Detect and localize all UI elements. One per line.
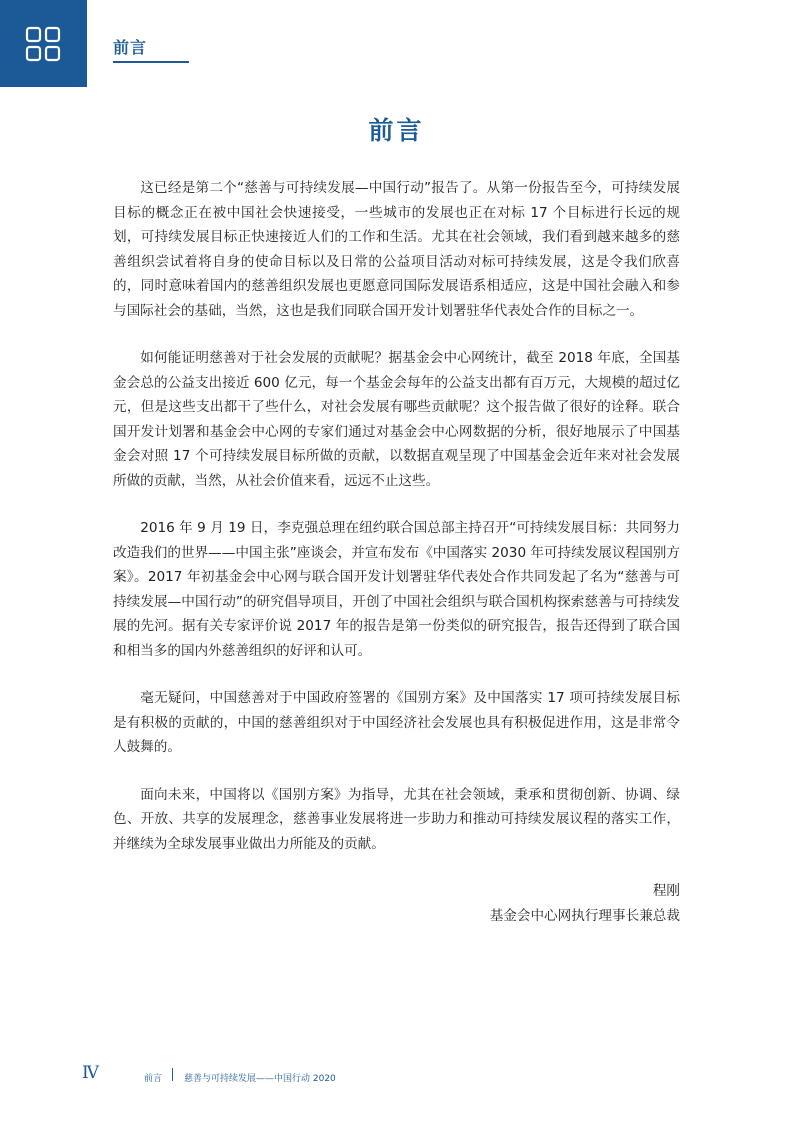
grid-icon: [25, 26, 61, 62]
paragraph-2: 如何能证明慈善对于社会发展的贡献呢？据基金会中心网统计，截至 2018 年底，全国基金会总的公益支出接近 600 亿元，每一个基金会每年的公益支出都有百万元，大规模的超过亿元，但是这些支出都干了些什么，对社会发展有哪些贡献呢？这个报告做了很好的诠释。联合国开发计划署和基金会中心网的专家们通过对基金会中心网数据的分析，很好地展示了中国基金会对照 17 个可持续发展目标所做的贡献，以数据直观呈现了中国基金会近年来对社会发展所做的贡献，当然，从社会价值来看，远远不止这些。: [113, 350, 680, 489]
signature-position: 基金会中心网执行理事长兼总裁: [489, 907, 680, 924]
paragraph-5: 面向未来，中国将以《国别方案》为指导，尤其在社会领域，秉承和贯彻创新、协调、绿色、开放、共享的发展理念，慈善事业发展将进一步助力和推动可持续发展议程的落实工作，并继续为全球发展事业做出力所能及的贡献。: [113, 786, 680, 852]
signature: [490, 879, 680, 928]
body-text: [113, 176, 680, 879]
paragraph-1: 这已经是第二个“慈善与可持续发展—中国行动”报告了。从第一份报告至今，可持续发展目标的概念正在被中国社会快速接受，一些城市的发展也正在对标 17 个目标进行长远的规划，可持续发展目标正快速接近人们的工作和生活。尤其在社会领域，我们看到越来越多的慈善组织尝试着将自身的使命目标以及日常的公益项目活动对标可持续发展，这是令我们欣喜的，同时意味着国内的慈善组织发展也更愿意同国际发展语系相适应，这是中国社会融入和参与国际社会的基础，当然，这也是我们同联合国开发计划署驻华代表处合作的目标之一。: [113, 180, 680, 319]
header-underline: [113, 61, 189, 63]
header-section-label: 前言: [113, 38, 148, 57]
footer-separator: [172, 1068, 173, 1081]
corner-block: [0, 0, 87, 87]
footer-page-number: Ⅳ: [82, 1063, 99, 1083]
page-title: 前言: [368, 116, 425, 145]
footer-report-title: 慈善与可持续发展——中国行动 2020: [184, 1074, 336, 1084]
signature-name: 程刚: [652, 883, 680, 899]
footer-section: 前言: [144, 1074, 163, 1084]
paragraph-4: 毫无疑问，中国慈善对于中国政府签署的《国别方案》及中国落实 17 项可持续发展目标是有积极的贡献的，中国的慈善组织对于中国经济社会发展也具有积极促进作用，这是非常令人鼓舞的。: [113, 690, 680, 755]
paragraph-3: 2016 年 9 月 19 日，李克强总理在纽约联合国总部主持召开“可持续发展目标：共同努力改造我们的世界——中国主张”座谈会，并宣布发布《中国落实 2030 年可持续发展议程国别方案》。2017 年初基金会中心网与联合国开发计划署驻华代表处合作共同发起了名为“慈善与可持续发展—中国行动”的研究倡导项目，开创了中国社会组织与联合国机构探索慈善与可持续发展的先河。据有关专家评价说 2017 年的报告是第一份类似的研究报告，报告还得到了联合国和相当多的国内外慈善组织的好评和认可。: [113, 520, 680, 659]
